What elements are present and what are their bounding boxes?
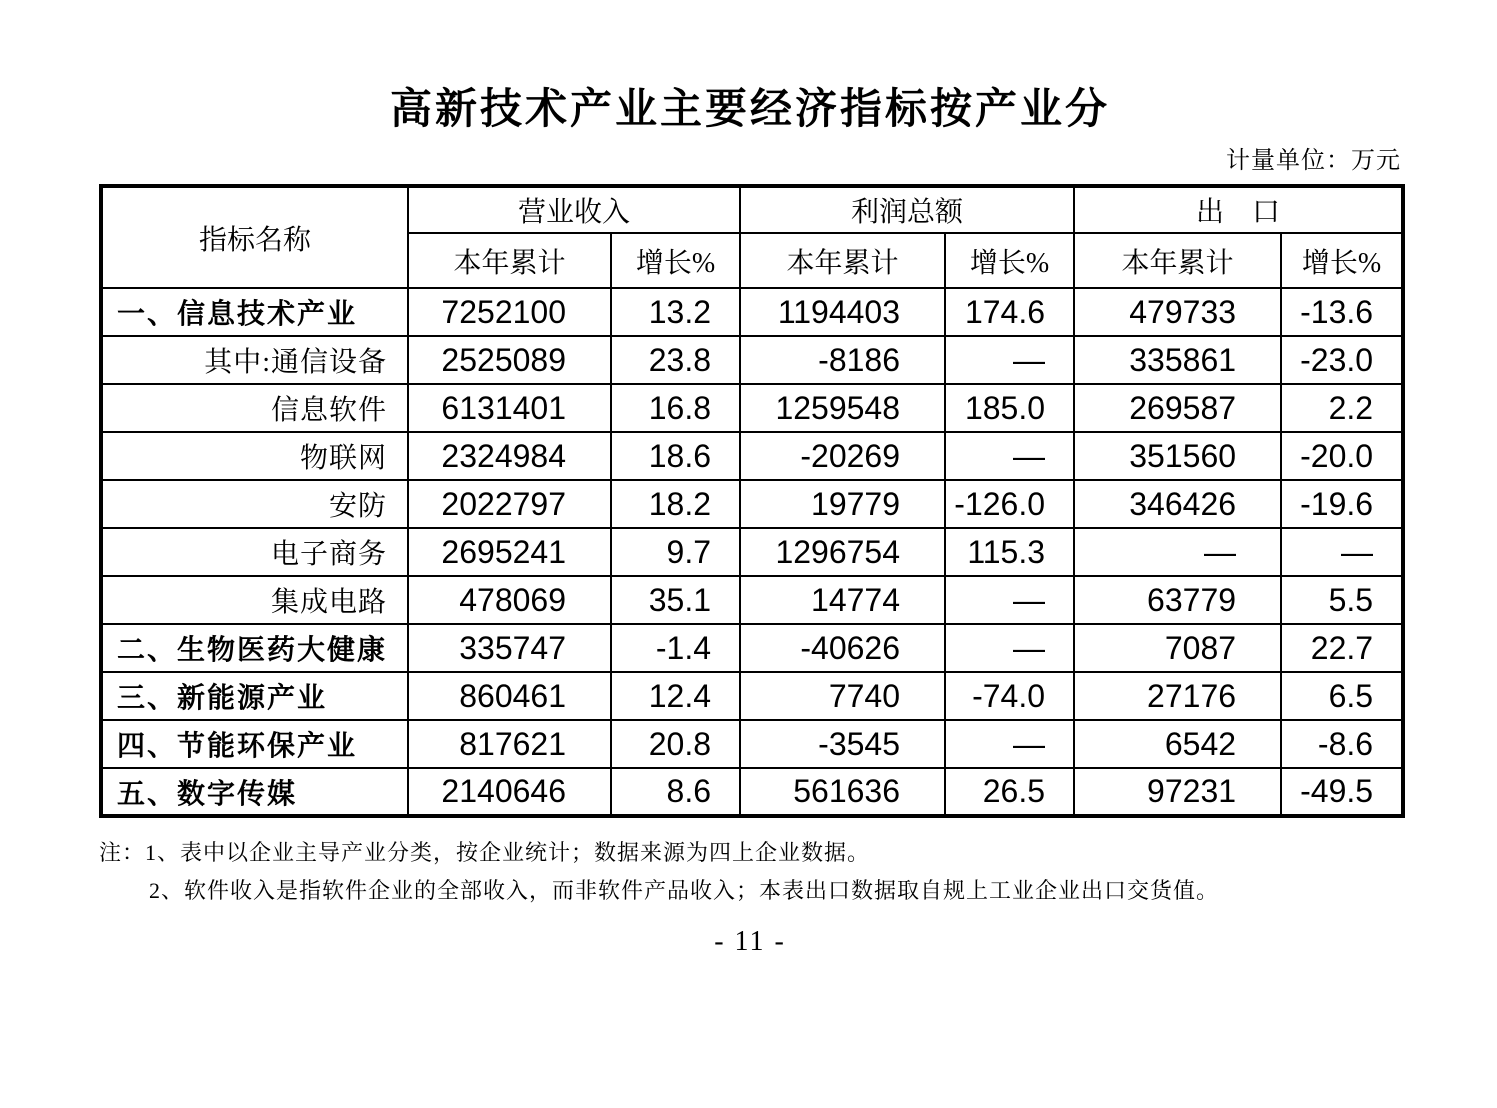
value-cell: 860461 bbox=[408, 672, 611, 720]
sub-header-revenue-growth: 增长% bbox=[611, 233, 740, 288]
value-cell: 2695241 bbox=[408, 528, 611, 576]
value-cell: -74.0 bbox=[945, 672, 1074, 720]
row-label: 电子商务 bbox=[101, 528, 408, 576]
value-cell: 18.2 bbox=[611, 480, 740, 528]
value-cell: 9.7 bbox=[611, 528, 740, 576]
value-cell: 6542 bbox=[1074, 720, 1281, 768]
value-cell: 27176 bbox=[1074, 672, 1281, 720]
value-cell: 8.6 bbox=[611, 768, 740, 816]
page-title: 高新技术产业主要经济指标按产业分 bbox=[389, 85, 1110, 132]
value-cell: 18.6 bbox=[611, 432, 740, 480]
value-cell: 817621 bbox=[408, 720, 611, 768]
value-cell: 2022797 bbox=[408, 480, 611, 528]
group-header-profit: 利润总额 bbox=[740, 186, 1074, 233]
value-cell: 23.8 bbox=[611, 336, 740, 384]
footnotes bbox=[99, 834, 1401, 910]
group-header-revenue: 营业收入 bbox=[408, 186, 740, 233]
value-cell: 335861 bbox=[1074, 336, 1281, 384]
value-cell: 14774 bbox=[740, 576, 945, 624]
row-label: 集成电路 bbox=[101, 576, 408, 624]
table-row bbox=[101, 336, 1403, 384]
value-cell: 12.4 bbox=[611, 672, 740, 720]
page-number: - 11 - bbox=[714, 926, 786, 957]
row-label: 三、新能源产业 bbox=[101, 672, 408, 720]
row-label: 一、信息技术产业 bbox=[101, 288, 408, 336]
value-cell: 561636 bbox=[740, 768, 945, 816]
sub-header-export-cumulative: 本年累计 bbox=[1074, 233, 1281, 288]
value-cell: 2525089 bbox=[408, 336, 611, 384]
footnote-1: 注：1、表中以企业主导产业分类，按企业统计；数据来源为四上企业数据。 bbox=[99, 840, 871, 865]
value-cell: 2324984 bbox=[408, 432, 611, 480]
table-row bbox=[101, 432, 1403, 480]
corner-header: 指标名称 bbox=[101, 186, 408, 288]
value-cell: 22.7 bbox=[1281, 624, 1403, 672]
value-cell: 16.8 bbox=[611, 384, 740, 432]
value-cell: 1259548 bbox=[740, 384, 945, 432]
value-cell: 6131401 bbox=[408, 384, 611, 432]
value-cell: -19.6 bbox=[1281, 480, 1403, 528]
value-cell: -13.6 bbox=[1281, 288, 1403, 336]
value-cell: 115.3 bbox=[945, 528, 1074, 576]
value-cell: 19779 bbox=[740, 480, 945, 528]
value-cell: 346426 bbox=[1074, 480, 1281, 528]
value-cell: 6.5 bbox=[1281, 672, 1403, 720]
header-row-groups bbox=[101, 186, 1403, 233]
sub-header-revenue-cumulative: 本年累计 bbox=[408, 233, 611, 288]
value-cell: 97231 bbox=[1074, 768, 1281, 816]
group-header-export: 出 口 bbox=[1074, 186, 1403, 233]
row-label: 二、生物医药大健康 bbox=[101, 624, 408, 672]
table-row bbox=[101, 480, 1403, 528]
value-cell: -1.4 bbox=[611, 624, 740, 672]
value-cell: -20269 bbox=[740, 432, 945, 480]
table-row bbox=[101, 528, 1403, 576]
document-page bbox=[99, 84, 1401, 958]
value-cell: 63779 bbox=[1074, 576, 1281, 624]
table-row bbox=[101, 768, 1403, 816]
value-cell: 13.2 bbox=[611, 288, 740, 336]
value-cell: — bbox=[945, 432, 1074, 480]
value-cell: 35.1 bbox=[611, 576, 740, 624]
table-row bbox=[101, 384, 1403, 432]
value-cell: 479733 bbox=[1074, 288, 1281, 336]
value-cell: 174.6 bbox=[945, 288, 1074, 336]
value-cell: 5.5 bbox=[1281, 576, 1403, 624]
value-cell: 1296754 bbox=[740, 528, 945, 576]
value-cell: — bbox=[945, 336, 1074, 384]
value-cell: — bbox=[945, 576, 1074, 624]
value-cell: -23.0 bbox=[1281, 336, 1403, 384]
value-cell: 1194403 bbox=[740, 288, 945, 336]
value-cell: -126.0 bbox=[945, 480, 1074, 528]
value-cell: 26.5 bbox=[945, 768, 1074, 816]
value-cell: 2140646 bbox=[408, 768, 611, 816]
sub-header-profit-growth: 增长% bbox=[945, 233, 1074, 288]
table-row bbox=[101, 576, 1403, 624]
value-cell: -8186 bbox=[740, 336, 945, 384]
value-cell: 2.2 bbox=[1281, 384, 1403, 432]
sub-header-export-growth: 增长% bbox=[1281, 233, 1403, 288]
value-cell: — bbox=[945, 720, 1074, 768]
row-label: 四、节能环保产业 bbox=[101, 720, 408, 768]
table-row bbox=[101, 624, 1403, 672]
value-cell: -3545 bbox=[740, 720, 945, 768]
value-cell: 7087 bbox=[1074, 624, 1281, 672]
row-label: 信息软件 bbox=[101, 384, 408, 432]
value-cell: 269587 bbox=[1074, 384, 1281, 432]
value-cell: -20.0 bbox=[1281, 432, 1403, 480]
value-cell: 351560 bbox=[1074, 432, 1281, 480]
row-label: 安防 bbox=[101, 480, 408, 528]
value-cell: 20.8 bbox=[611, 720, 740, 768]
table-row bbox=[101, 672, 1403, 720]
value-cell: 185.0 bbox=[945, 384, 1074, 432]
value-cell: 478069 bbox=[408, 576, 611, 624]
value-cell: -49.5 bbox=[1281, 768, 1403, 816]
value-cell: -8.6 bbox=[1281, 720, 1403, 768]
row-label: 五、数字传媒 bbox=[101, 768, 408, 816]
indicators-table bbox=[99, 184, 1405, 818]
row-label: 其中:通信设备 bbox=[101, 336, 408, 384]
value-cell: — bbox=[1074, 528, 1281, 576]
unit-label: 计量单位：万元 bbox=[1226, 148, 1401, 174]
sub-header-profit-cumulative: 本年累计 bbox=[740, 233, 945, 288]
row-label: 物联网 bbox=[101, 432, 408, 480]
table-row bbox=[101, 720, 1403, 768]
value-cell: -40626 bbox=[740, 624, 945, 672]
table-row bbox=[101, 288, 1403, 336]
footnote-2: 2、软件收入是指软件企业的全部收入，而非软件产品收入；本表出口数据取自规上工业企业出口交货值。 bbox=[149, 878, 1220, 903]
value-cell: 7252100 bbox=[408, 288, 611, 336]
value-cell: 335747 bbox=[408, 624, 611, 672]
value-cell: — bbox=[945, 624, 1074, 672]
value-cell: — bbox=[1281, 528, 1403, 576]
value-cell: 7740 bbox=[740, 672, 945, 720]
